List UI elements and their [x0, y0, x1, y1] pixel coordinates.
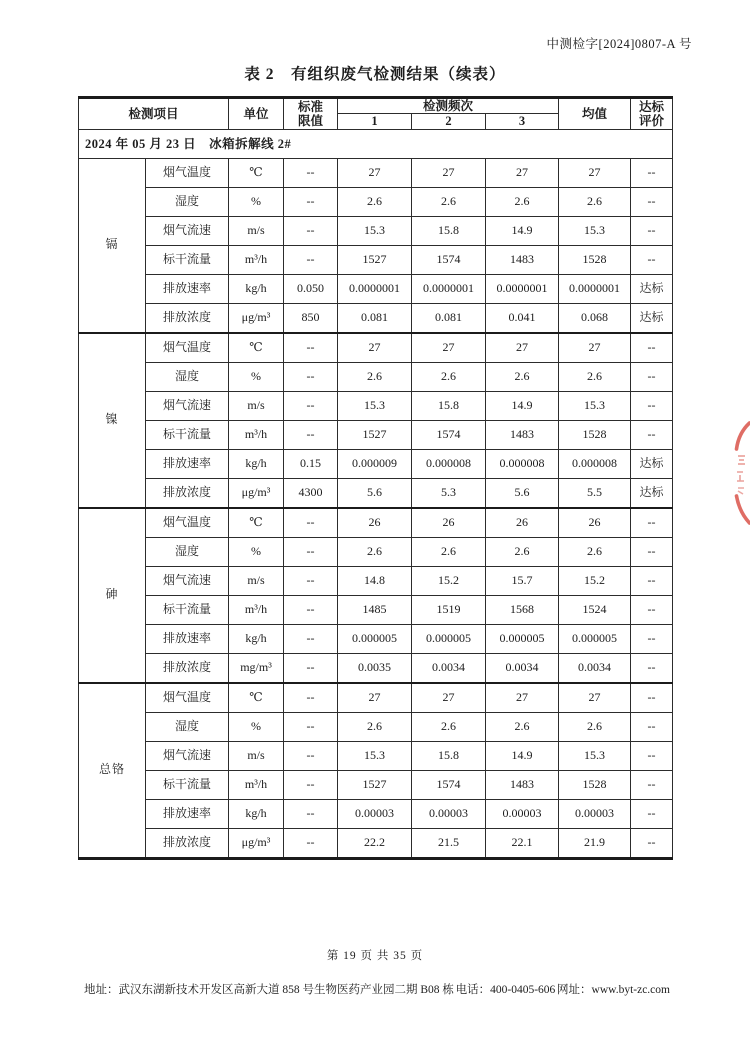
param-cell: 湿度 [146, 712, 229, 741]
limit-cell: -- [284, 828, 338, 858]
unit-cell: % [229, 187, 284, 216]
eval-cell: -- [631, 420, 673, 449]
mean-cell: 1528 [559, 245, 631, 274]
table-row [79, 828, 673, 858]
unit-cell: kg/h [229, 624, 284, 653]
limit-cell: -- [284, 420, 338, 449]
v3-cell: 27 [486, 683, 559, 713]
unit-cell: m³/h [229, 420, 284, 449]
unit-cell: % [229, 712, 284, 741]
v2-cell: 1574 [412, 420, 486, 449]
v1-cell: 27 [338, 333, 412, 363]
table-row [79, 303, 673, 333]
v3-cell: 14.9 [486, 741, 559, 770]
col-header-limit-line2: 限值 [298, 113, 324, 128]
v1-cell: 5.6 [338, 478, 412, 508]
v1-cell: 0.00003 [338, 799, 412, 828]
v2-cell: 21.5 [412, 828, 486, 858]
mean-cell: 2.6 [559, 537, 631, 566]
eval-cell: -- [631, 624, 673, 653]
limit-cell: -- [284, 683, 338, 713]
limit-cell: 850 [284, 303, 338, 333]
table-row [79, 508, 673, 538]
group-label: 镍 [79, 333, 146, 508]
v2-cell: 26 [412, 508, 486, 538]
v3-cell: 0.0000001 [486, 274, 559, 303]
col-header-mean: 均值 [559, 98, 631, 130]
param-cell: 排放浓度 [146, 828, 229, 858]
param-cell: 湿度 [146, 537, 229, 566]
eval-cell: 达标 [631, 274, 673, 303]
limit-cell: -- [284, 508, 338, 538]
v2-cell: 27 [412, 333, 486, 363]
mean-cell: 2.6 [559, 712, 631, 741]
v2-cell: 0.0000001 [412, 274, 486, 303]
mean-cell: 27 [559, 158, 631, 187]
param-cell: 排放浓度 [146, 303, 229, 333]
col-header-evaluation-line1: 达标 [639, 99, 665, 114]
mean-cell: 27 [559, 683, 631, 713]
group-label: 砷 [79, 508, 146, 683]
table-row [79, 595, 673, 624]
v3-cell: 2.6 [486, 537, 559, 566]
param-cell: 标干流量 [146, 245, 229, 274]
eval-cell: -- [631, 653, 673, 683]
v3-cell: 27 [486, 333, 559, 363]
table-row [79, 770, 673, 799]
v3-cell: 2.6 [486, 362, 559, 391]
table-row [79, 653, 673, 683]
limit-cell: -- [284, 362, 338, 391]
eval-cell: -- [631, 158, 673, 187]
footer-address: 地址：武汉东湖新技术开发区高新大道 858 号生物医药产业园二期 B08 栋 [84, 984, 454, 996]
limit-cell: -- [284, 595, 338, 624]
param-cell: 标干流量 [146, 595, 229, 624]
v1-cell: 15.3 [338, 741, 412, 770]
eval-cell: -- [631, 799, 673, 828]
mean-cell: 15.3 [559, 391, 631, 420]
v2-cell: 0.000005 [412, 624, 486, 653]
v1-cell: 1527 [338, 245, 412, 274]
v2-cell: 5.3 [412, 478, 486, 508]
mean-cell: 1528 [559, 770, 631, 799]
mean-cell: 15.3 [559, 216, 631, 245]
limit-cell: -- [284, 333, 338, 363]
unit-cell: kg/h [229, 449, 284, 478]
footer-phone: 电话：400-0405-606 [455, 984, 556, 996]
table-row [79, 624, 673, 653]
table-row [79, 537, 673, 566]
mean-cell: 26 [559, 508, 631, 538]
v1-cell: 0.0035 [338, 653, 412, 683]
limit-cell: -- [284, 712, 338, 741]
v3-cell: 14.9 [486, 391, 559, 420]
eval-cell: -- [631, 362, 673, 391]
eval-cell: -- [631, 537, 673, 566]
limit-cell: -- [284, 158, 338, 187]
table-row [79, 391, 673, 420]
param-cell: 烟气温度 [146, 333, 229, 363]
v3-cell: 0.041 [486, 303, 559, 333]
v1-cell: 1485 [338, 595, 412, 624]
v2-cell: 0.081 [412, 303, 486, 333]
col-header-frequency: 检测频次 [338, 98, 559, 114]
table-row [79, 216, 673, 245]
v2-cell: 15.8 [412, 216, 486, 245]
v1-cell: 2.6 [338, 712, 412, 741]
mean-cell: 21.9 [559, 828, 631, 858]
v2-cell: 27 [412, 158, 486, 187]
col-header-freq-1: 1 [338, 114, 412, 129]
unit-cell: ℃ [229, 508, 284, 538]
unit-cell: % [229, 362, 284, 391]
v1-cell: 27 [338, 683, 412, 713]
v3-cell: 5.6 [486, 478, 559, 508]
footer-contact-line [84, 981, 670, 997]
v2-cell: 2.6 [412, 362, 486, 391]
unit-cell: ℃ [229, 683, 284, 713]
param-cell: 湿度 [146, 187, 229, 216]
col-header-evaluation-line2: 评价 [639, 113, 665, 128]
table-row [79, 362, 673, 391]
v2-cell: 2.6 [412, 712, 486, 741]
doc-number: 中测检字[2024]0807-A 号 [546, 37, 692, 51]
eval-cell: -- [631, 508, 673, 538]
unit-cell: m³/h [229, 595, 284, 624]
table-row [79, 566, 673, 595]
param-cell: 排放浓度 [146, 653, 229, 683]
param-cell: 湿度 [146, 362, 229, 391]
limit-cell: -- [284, 537, 338, 566]
limit-cell: -- [284, 245, 338, 274]
limit-cell: 0.15 [284, 449, 338, 478]
table-row [79, 741, 673, 770]
unit-cell: μg/m³ [229, 828, 284, 858]
mean-cell: 0.0034 [559, 653, 631, 683]
v1-cell: 2.6 [338, 187, 412, 216]
table-row [79, 274, 673, 303]
param-cell: 烟气温度 [146, 683, 229, 713]
table-row [79, 420, 673, 449]
mean-cell: 5.5 [559, 478, 631, 508]
page-title: 表 2 有组织废气检测结果（续表） [244, 66, 506, 83]
unit-cell: m/s [229, 391, 284, 420]
eval-cell: -- [631, 216, 673, 245]
v3-cell: 0.0034 [486, 653, 559, 683]
eval-cell: -- [631, 828, 673, 858]
v1-cell: 2.6 [338, 537, 412, 566]
eval-cell: 达标 [631, 449, 673, 478]
v3-cell: 1483 [486, 420, 559, 449]
param-cell: 烟气流速 [146, 741, 229, 770]
table-row [79, 158, 673, 187]
param-cell: 标干流量 [146, 420, 229, 449]
v1-cell: 0.0000001 [338, 274, 412, 303]
param-cell: 排放浓度 [146, 478, 229, 508]
v3-cell: 22.1 [486, 828, 559, 858]
mean-cell: 0.0000001 [559, 274, 631, 303]
table-row [79, 333, 673, 363]
eval-cell: -- [631, 187, 673, 216]
table-row [79, 683, 673, 713]
section-header-cell: 2024 年 05 月 23 日 冰箱拆解线 2# [79, 129, 673, 158]
limit-cell: -- [284, 653, 338, 683]
v2-cell: 2.6 [412, 187, 486, 216]
limit-cell: -- [284, 566, 338, 595]
eval-cell: -- [631, 566, 673, 595]
v2-cell: 0.00003 [412, 799, 486, 828]
unit-cell: ℃ [229, 333, 284, 363]
v3-cell: 14.9 [486, 216, 559, 245]
v3-cell: 2.6 [486, 187, 559, 216]
limit-cell: -- [284, 770, 338, 799]
param-cell: 排放速率 [146, 274, 229, 303]
v3-cell: 26 [486, 508, 559, 538]
col-header-evaluation [631, 98, 673, 130]
table-row [79, 712, 673, 741]
table-header [79, 98, 673, 130]
unit-cell: m/s [229, 741, 284, 770]
v3-cell: 1483 [486, 770, 559, 799]
table-row [79, 449, 673, 478]
param-cell: 烟气温度 [146, 508, 229, 538]
v1-cell: 26 [338, 508, 412, 538]
param-cell: 烟气流速 [146, 216, 229, 245]
v3-cell: 27 [486, 158, 559, 187]
limit-cell: -- [284, 216, 338, 245]
param-cell: 烟气流速 [146, 566, 229, 595]
v1-cell: 14.8 [338, 566, 412, 595]
param-cell: 排放速率 [146, 799, 229, 828]
v1-cell: 0.081 [338, 303, 412, 333]
unit-cell: kg/h [229, 799, 284, 828]
mean-cell: 27 [559, 333, 631, 363]
param-cell: 排放速率 [146, 624, 229, 653]
col-header-item: 检测项目 [79, 98, 229, 130]
v1-cell: 0.000009 [338, 449, 412, 478]
unit-cell: % [229, 537, 284, 566]
v1-cell: 22.2 [338, 828, 412, 858]
limit-cell: -- [284, 187, 338, 216]
table-row [79, 187, 673, 216]
eval-cell: -- [631, 712, 673, 741]
eval-cell: 达标 [631, 303, 673, 333]
limit-cell: -- [284, 741, 338, 770]
eval-cell: -- [631, 741, 673, 770]
mean-cell: 2.6 [559, 187, 631, 216]
unit-cell: kg/h [229, 274, 284, 303]
v1-cell: 1527 [338, 770, 412, 799]
col-header-freq-2: 2 [412, 114, 486, 129]
group-label: 总铬 [79, 683, 146, 859]
v1-cell: 15.3 [338, 216, 412, 245]
limit-cell: -- [284, 391, 338, 420]
limit-cell: -- [284, 799, 338, 828]
v2-cell: 15.8 [412, 741, 486, 770]
col-header-unit: 单位 [229, 98, 284, 130]
v2-cell: 2.6 [412, 537, 486, 566]
col-header-limit-line1: 标准 [298, 99, 324, 114]
param-cell: 烟气温度 [146, 158, 229, 187]
eval-cell: -- [631, 770, 673, 799]
v3-cell: 0.00003 [486, 799, 559, 828]
eval-cell: 达标 [631, 478, 673, 508]
table-row [79, 478, 673, 508]
group-label: 镉 [79, 158, 146, 333]
v2-cell: 0.000008 [412, 449, 486, 478]
eval-cell: -- [631, 245, 673, 274]
v3-cell: 0.000005 [486, 624, 559, 653]
v2-cell: 27 [412, 683, 486, 713]
eval-cell: -- [631, 391, 673, 420]
red-seal-stamp-partial [734, 420, 750, 526]
mean-cell: 0.000008 [559, 449, 631, 478]
results-table [78, 96, 673, 860]
mean-cell: 0.00003 [559, 799, 631, 828]
v1-cell: 2.6 [338, 362, 412, 391]
v1-cell: 0.000005 [338, 624, 412, 653]
unit-cell: m³/h [229, 770, 284, 799]
unit-cell: μg/m³ [229, 303, 284, 333]
mean-cell: 0.000005 [559, 624, 631, 653]
v2-cell: 0.0034 [412, 653, 486, 683]
unit-cell: m³/h [229, 245, 284, 274]
limit-cell: -- [284, 624, 338, 653]
v2-cell: 15.8 [412, 391, 486, 420]
table-body [79, 129, 673, 858]
unit-cell: m/s [229, 566, 284, 595]
v3-cell: 2.6 [486, 712, 559, 741]
page-number: 第 19 页 共 35 页 [326, 950, 424, 962]
v3-cell: 1483 [486, 245, 559, 274]
v3-cell: 1568 [486, 595, 559, 624]
mean-cell: 2.6 [559, 362, 631, 391]
mean-cell: 0.068 [559, 303, 631, 333]
v1-cell: 27 [338, 158, 412, 187]
table-row [79, 799, 673, 828]
v1-cell: 15.3 [338, 391, 412, 420]
v3-cell: 15.7 [486, 566, 559, 595]
eval-cell: -- [631, 683, 673, 713]
mean-cell: 1524 [559, 595, 631, 624]
mean-cell: 15.3 [559, 741, 631, 770]
mean-cell: 1528 [559, 420, 631, 449]
unit-cell: m/s [229, 216, 284, 245]
mean-cell: 15.2 [559, 566, 631, 595]
limit-cell: 0.050 [284, 274, 338, 303]
param-cell: 标干流量 [146, 770, 229, 799]
v2-cell: 1519 [412, 595, 486, 624]
v3-cell: 0.000008 [486, 449, 559, 478]
eval-cell: -- [631, 595, 673, 624]
unit-cell: μg/m³ [229, 478, 284, 508]
limit-cell: 4300 [284, 478, 338, 508]
param-cell: 烟气流速 [146, 391, 229, 420]
footer-website: 网址：www.byt-zc.com [557, 984, 670, 996]
table-row [79, 245, 673, 274]
unit-cell: ℃ [229, 158, 284, 187]
eval-cell: -- [631, 333, 673, 363]
section-header-row [79, 129, 673, 158]
v2-cell: 1574 [412, 770, 486, 799]
col-header-freq-3: 3 [486, 114, 559, 129]
v2-cell: 15.2 [412, 566, 486, 595]
v1-cell: 1527 [338, 420, 412, 449]
param-cell: 排放速率 [146, 449, 229, 478]
v2-cell: 1574 [412, 245, 486, 274]
unit-cell: mg/m³ [229, 653, 284, 683]
col-header-limit [284, 98, 338, 130]
